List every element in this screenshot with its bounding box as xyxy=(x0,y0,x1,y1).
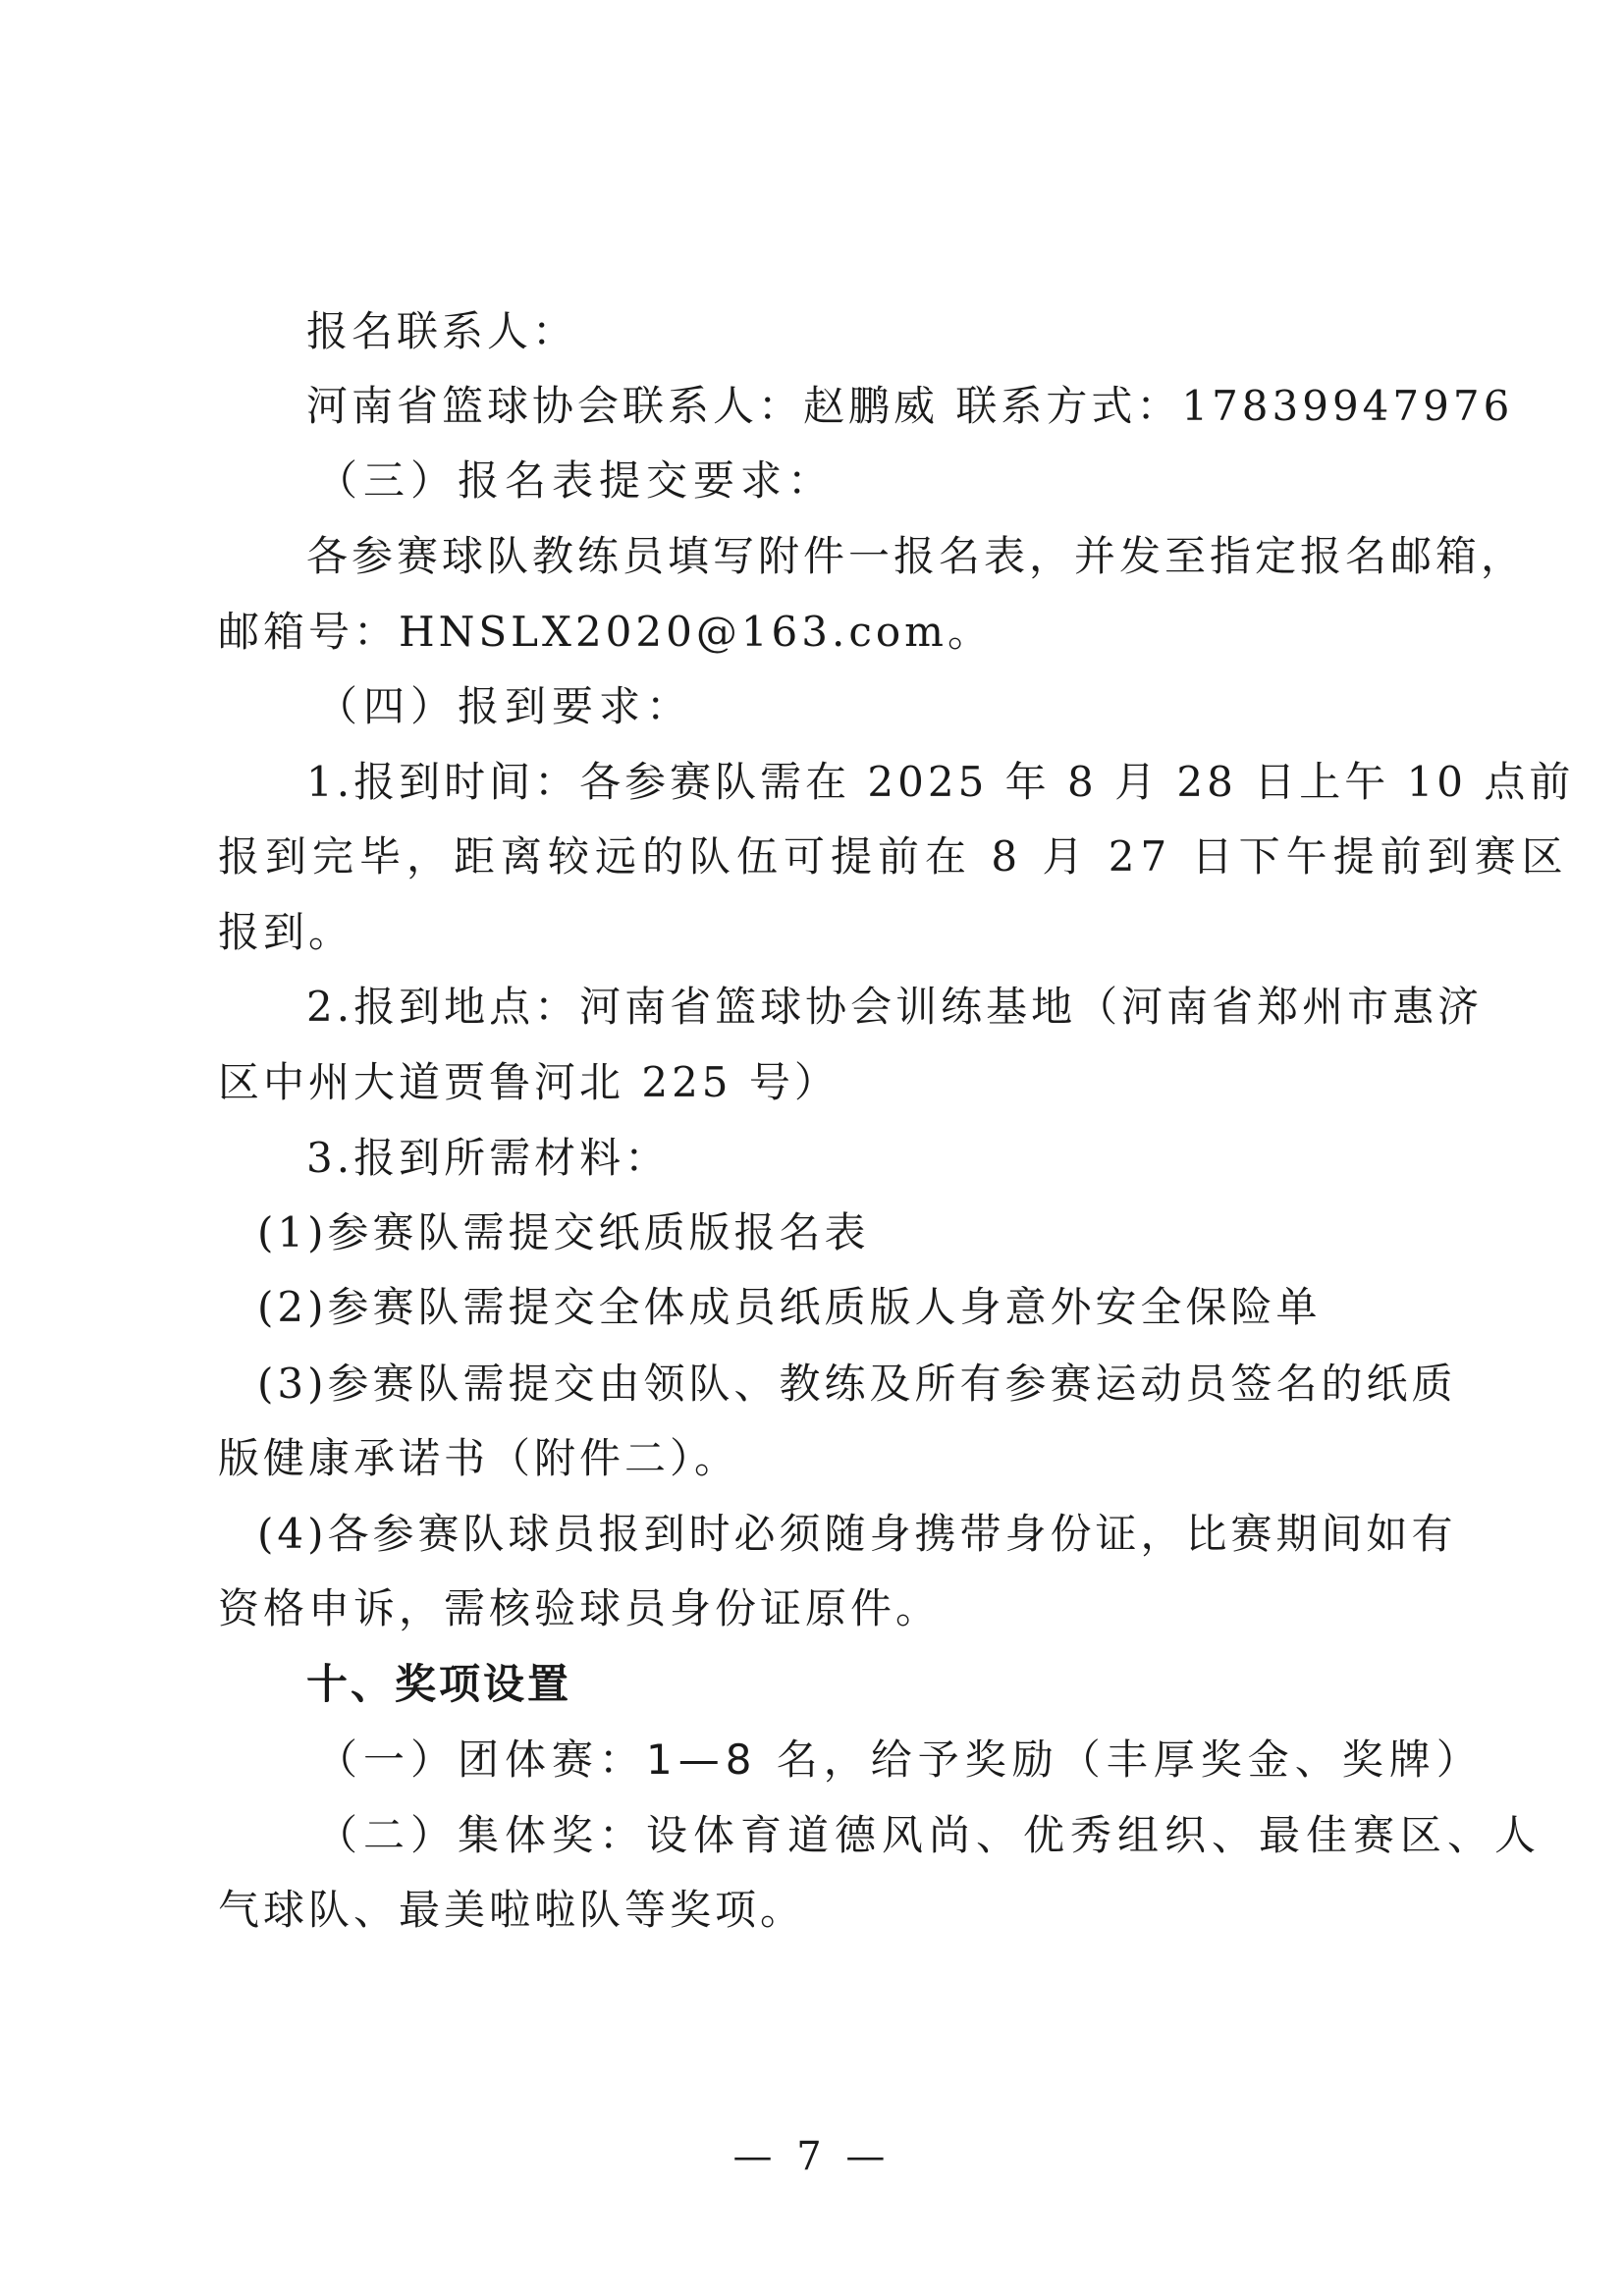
check-in-time-continued: 报到完毕，距离较远的队伍可提前在 8 月 27 日下午提前到赛区 xyxy=(218,832,1569,881)
check-in-location-continued: 区中州大道贾鲁河北 225 号） xyxy=(218,1058,839,1106)
check-in-location-line: 2.报到地点：河南省篮球协会训练基地（河南省郑州市惠济 xyxy=(306,983,1484,1031)
required-materials-heading: 3.报到所需材料： xyxy=(306,1134,671,1182)
submit-form-paragraph: 各参赛球队教练员填写附件一报名表，并发至指定报名邮箱， xyxy=(306,532,1527,580)
team-award-line: （一）团体赛：1—8 名，给予奖励（丰厚奖金、奖牌） xyxy=(316,1735,1484,1784)
email-address-line: 邮箱号：HNSLX2020@163.com。 xyxy=(218,608,993,656)
section-3-heading: （三）报名表提交要求： xyxy=(316,456,836,505)
check-in-time-end: 报到。 xyxy=(218,908,354,956)
page-number: — 7 — xyxy=(732,2134,892,2179)
check-in-time-line: 1.报到时间：各参赛队需在 2025 年 8 月 28 日上午 10 点前 xyxy=(306,758,1575,806)
collective-award-continued: 气球队、最美啦啦队等奖项。 xyxy=(218,1886,806,1934)
registration-contact-label: 报名联系人： xyxy=(306,307,578,355)
material-item-1: (1)参赛队需提交纸质版报名表 xyxy=(257,1208,870,1256)
collective-award-line: （二）集体奖：设体育道德风尚、优秀组织、最佳赛区、人 xyxy=(316,1811,1543,1859)
section-4-heading: （四）报到要求： xyxy=(316,682,694,730)
material-item-3: (3)参赛队需提交由领队、教练及所有参赛运动员签名的纸质 xyxy=(257,1360,1457,1408)
material-item-2: (2)参赛队需提交全体成员纸质版人身意外安全保险单 xyxy=(257,1283,1322,1331)
material-item-3-continued: 版健康承诺书（附件二）。 xyxy=(218,1434,740,1482)
association-contact-line: 河南省篮球协会联系人：赵鹏威 联系方式：17839947976 xyxy=(306,382,1514,430)
awards-section-heading: 十、奖项设置 xyxy=(306,1660,572,1708)
material-item-4-continued: 资格申诉，需核验球员身份证原件。 xyxy=(218,1584,942,1632)
material-item-4: (4)各参赛队球员报到时必须随身携带身份证，比赛期间如有 xyxy=(257,1510,1457,1558)
